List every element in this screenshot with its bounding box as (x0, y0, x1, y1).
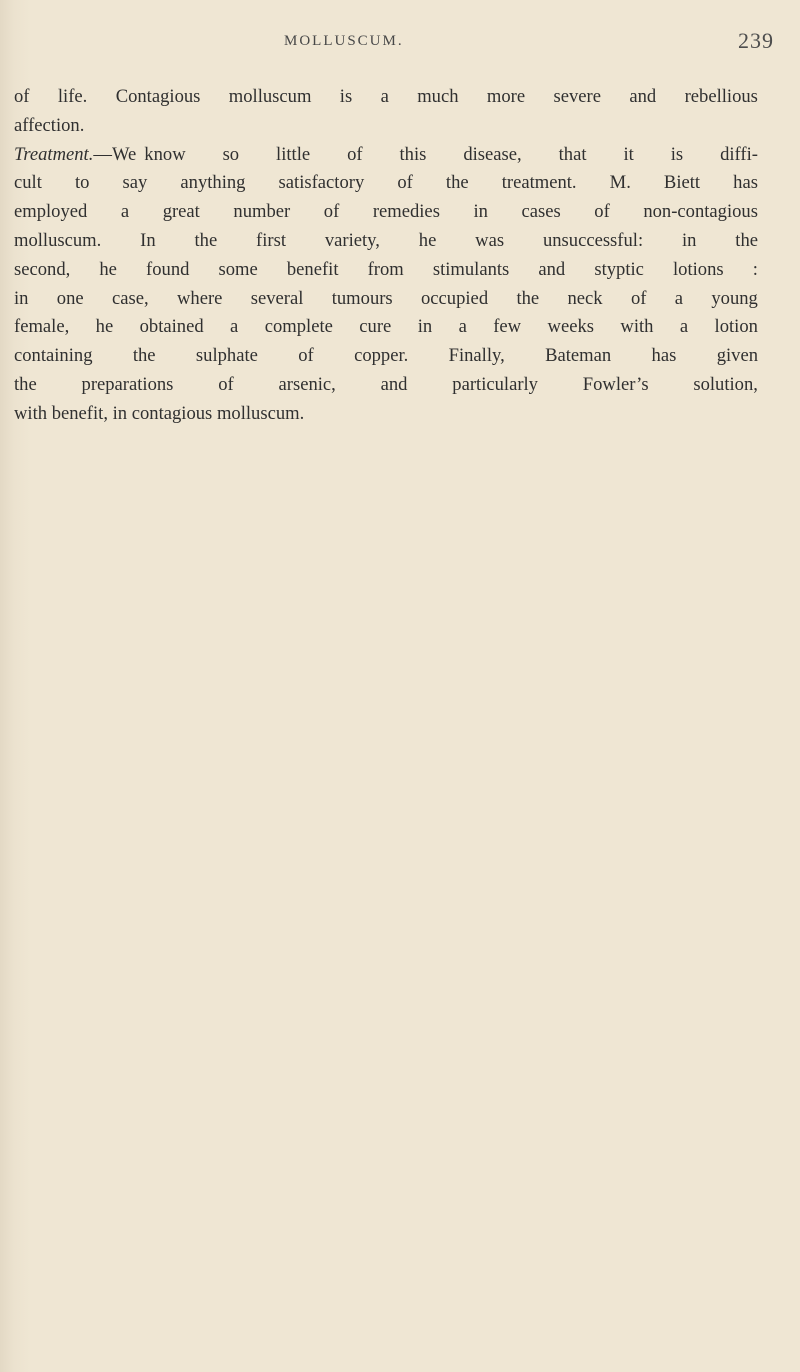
word: copper. (354, 345, 409, 367)
word: Biett (663, 172, 701, 194)
word: first (256, 229, 286, 251)
word: benefit (286, 258, 339, 280)
word: that (558, 143, 587, 165)
running-head: MOLLUSCUM. (284, 33, 404, 49)
body-text (14, 83, 758, 429)
word: lotions (673, 258, 724, 280)
text-line (14, 371, 758, 400)
word: tumours (331, 287, 393, 309)
word: has (733, 172, 758, 194)
word: diffi- (720, 143, 758, 165)
word: in (14, 287, 29, 309)
text-line: with benefit, in contagious molluscum. (14, 402, 305, 424)
word: he (95, 316, 114, 338)
word: cure (359, 316, 392, 338)
word: female, (14, 316, 70, 338)
word: Finally, (448, 345, 505, 367)
word: occupied (421, 287, 489, 309)
word: case, (111, 287, 149, 309)
word: a (230, 316, 239, 338)
word: the (132, 345, 156, 367)
word: a (679, 316, 689, 338)
page-number: 239 (738, 28, 774, 53)
word: treatment. (501, 172, 577, 194)
word: Fowler’s (582, 373, 649, 395)
text-line (14, 342, 758, 371)
word: variety, (324, 229, 380, 251)
word: in (681, 229, 697, 251)
word: non-contagious (643, 201, 758, 223)
word: is (339, 86, 353, 107)
word: he (418, 229, 437, 251)
word: and (538, 258, 566, 280)
word: particularly (452, 373, 538, 395)
word: much (417, 86, 459, 107)
text-line (14, 169, 758, 198)
word: containing (14, 345, 93, 367)
word: of (630, 287, 647, 309)
word: the (516, 287, 540, 309)
word: of (397, 172, 413, 194)
word: a (120, 201, 130, 223)
word: a (458, 316, 467, 338)
word: a (674, 287, 684, 309)
word: with (620, 316, 654, 338)
word: life. (57, 86, 88, 107)
word: the (445, 172, 469, 194)
word: one (56, 287, 84, 309)
word: it (623, 143, 634, 165)
word: unsuccessful: (542, 229, 644, 251)
text-line (14, 227, 758, 256)
word: lotion (714, 316, 758, 338)
word: of (323, 201, 340, 223)
word: the (735, 229, 758, 251)
word: where (176, 287, 223, 309)
line-rest (144, 141, 758, 170)
word: stimulants (432, 258, 510, 280)
word: the (194, 229, 218, 251)
text-line (14, 83, 758, 112)
text-line: affection. (14, 114, 85, 136)
word: is (670, 143, 684, 165)
text-line (14, 198, 758, 227)
text-line (14, 285, 758, 314)
word: great (162, 201, 200, 223)
word: complete (264, 316, 333, 338)
text-line (14, 141, 758, 170)
word: molluscum (228, 86, 312, 107)
word: M. (609, 172, 631, 194)
word: sulphate (195, 345, 258, 367)
word: In (140, 229, 156, 251)
word: severe (553, 86, 601, 107)
word: found (146, 258, 190, 280)
word: anything (180, 172, 246, 194)
word: more (486, 86, 526, 107)
word: second, (14, 258, 71, 280)
section-heading-italic: Treatment. (14, 143, 94, 165)
text-line (14, 256, 758, 285)
word: weeks (547, 316, 594, 338)
word: Bateman (545, 345, 612, 367)
word: neck (567, 287, 603, 309)
word: several (250, 287, 304, 309)
word: of (298, 345, 314, 367)
word: cases (521, 201, 561, 223)
word: number (233, 201, 291, 223)
line-start: —We (93, 143, 137, 165)
word: obtained (139, 316, 204, 338)
word: : (752, 258, 758, 280)
word: from (367, 258, 404, 280)
paragraph (14, 83, 758, 141)
word: cult (14, 172, 42, 194)
paragraph (14, 141, 758, 429)
word: preparations (81, 373, 174, 395)
word: has (651, 345, 677, 367)
word: rebellious (684, 86, 758, 107)
word: disease, (463, 143, 522, 165)
word: so (222, 143, 240, 165)
word: styptic (594, 258, 644, 280)
word: satisfactory (278, 172, 365, 194)
word: arsenic, (278, 373, 336, 395)
word: in (417, 316, 433, 338)
word: remedies (372, 201, 440, 223)
word: say (122, 172, 148, 194)
word: and (380, 373, 408, 395)
word: Contagious (115, 86, 201, 107)
word: this (399, 143, 427, 165)
text-line (14, 313, 758, 342)
word: he (99, 258, 117, 280)
word: of (218, 373, 234, 395)
word: of (14, 86, 30, 107)
word: solution, (693, 373, 758, 395)
word: a (380, 86, 389, 107)
word: young (711, 287, 758, 309)
word: was (475, 229, 505, 251)
word: employed (14, 201, 88, 223)
word: given (716, 345, 758, 367)
word: few (493, 316, 522, 338)
word: and (629, 86, 657, 107)
word: in (473, 201, 488, 223)
word: the (14, 373, 37, 395)
word: of (347, 143, 363, 165)
word: molluscum. (14, 229, 102, 251)
word: some (218, 258, 258, 280)
word: of (594, 201, 610, 223)
word: little (276, 143, 311, 165)
page-header (0, 28, 800, 59)
word: know (144, 143, 186, 165)
word: to (74, 172, 90, 194)
